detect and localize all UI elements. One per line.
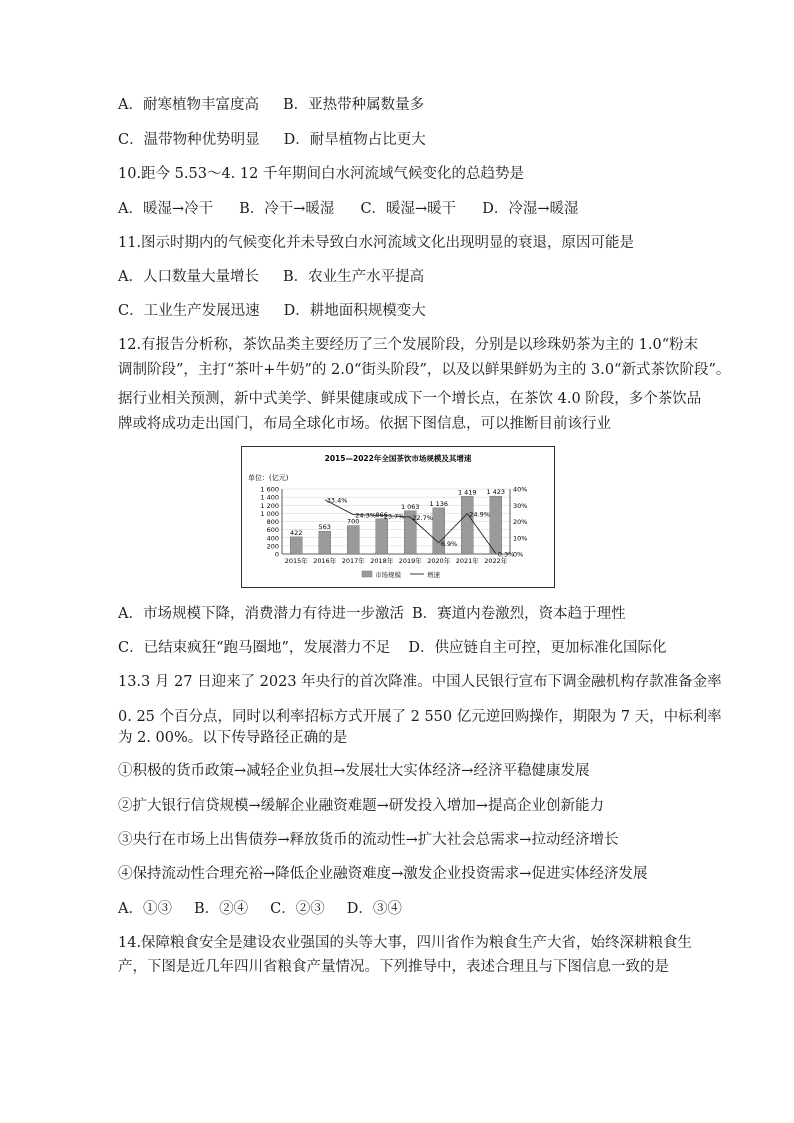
chart-x-tick: 2015年	[284, 557, 308, 565]
chart-bar-label: 1 423	[486, 488, 506, 497]
chart-unit-label: 单位：(亿元)	[248, 474, 289, 482]
chart-y-tick-left: 1 200	[260, 501, 279, 510]
chart-bar-label: 1 136	[429, 499, 449, 508]
q13-item-2: ②扩大银行信贷规模→缓解企业融资难题→研发投入增加→提高企业创新能力	[118, 798, 604, 814]
chart-y-tick-left: 1 600	[260, 485, 279, 494]
chart-legend-line-label: 增速	[427, 571, 440, 579]
chart-y-tick-left: 800	[266, 518, 279, 526]
chart-y-tick-left: 0	[274, 550, 279, 559]
chart-x-tick: 2018年	[370, 557, 394, 565]
chart-y-tick-left: 200	[266, 542, 279, 551]
chart-bar-label: 422	[290, 528, 303, 537]
q11-option-a[interactable]: A．人口数量大量增长	[118, 269, 259, 285]
chart-x-tick: 2017年	[341, 557, 365, 565]
q14-stem-line2: 产，下图是近几年四川省粮食产量情况。下列推导中，表述合理且与下图信息一致的是	[118, 959, 669, 975]
q10-options	[118, 199, 578, 219]
chart-line-label: 24.3%	[355, 511, 376, 520]
chart-line-label: 6.9%	[440, 539, 458, 548]
q11-options-row2	[118, 301, 426, 321]
q12-option-c[interactable]: C．已结束疯狂“跑马圈地”，发展潜力不足	[118, 640, 391, 656]
chart-title: 2015—2022年全国茶饮市场规模及其增速	[324, 454, 472, 463]
q12-stem-line1: 12.有报告分析称，茶饮品类主要经历了三个发展阶段，分别是以珍珠奶茶为主的 1.0“粉末	[118, 337, 699, 353]
q13-stem-line3: 为 2. 00%。以下传导路径正确的是	[118, 730, 348, 746]
q10-option-c[interactable]: C．暖湿→暖干	[360, 201, 457, 217]
chart-y-tick-left: 1 000	[260, 509, 279, 518]
chart-bar-label: 700	[347, 517, 360, 526]
q9-options-row2	[118, 130, 426, 150]
q12-option-b[interactable]: B．赛道内卷激烈，资本趋于理性	[411, 606, 626, 622]
tea-market-chart-svg	[242, 447, 554, 587]
chart-x-tick: 2016年	[313, 557, 337, 565]
chart-bar	[490, 496, 502, 554]
q13-options	[118, 899, 402, 919]
q13-option-a[interactable]: A．①③	[118, 901, 172, 917]
q10-option-a[interactable]: A．暖湿→冷干	[118, 201, 214, 217]
chart-y-tick-left: 600	[266, 526, 279, 535]
q9-option-c[interactable]: C．温带物种优势明显	[118, 132, 260, 148]
q10-stem: 10.距今 5.53～4. 12 千年期间白水河流域气候变化的总趋势是	[118, 166, 524, 182]
chart-y-tick-right: 0%	[513, 550, 524, 559]
q9-options-row1	[118, 95, 424, 115]
chart-bar	[347, 526, 359, 554]
chart-bar-label: 1 063	[400, 502, 420, 511]
chart-line-label: 24.9%	[469, 510, 490, 519]
tea-market-chart	[241, 446, 555, 588]
chart-y-tick-left: 400	[266, 534, 279, 543]
chart-x-tick: 2020年	[427, 557, 451, 565]
q13-item-4: ④保持流动性合理充裕→降低企业融资难度→激发企业投资需求→促进实体经济发展	[118, 866, 648, 882]
q12-stem-line3: 据行业相关预测，新中式美学、鲜果健康或成下一个增长点，在茶饮 4.0 阶段，多个茶饮品	[118, 391, 702, 407]
chart-y-tick-right: 20%	[513, 518, 528, 526]
q10-option-d[interactable]: D．冷湿→暖湿	[482, 201, 579, 217]
q11-options-row1	[118, 267, 424, 287]
chart-line-label: 0.3%	[497, 550, 515, 559]
chart-x-tick: 2019年	[398, 557, 422, 565]
chart-y-tick-right: 10%	[513, 534, 528, 543]
q9-option-d[interactable]: D．耐旱植物占比更大	[283, 132, 426, 148]
chart-x-tick: 2022年	[484, 557, 508, 565]
q13-stem-line1: 13.3 月 27 日迎来了 2023 年央行的首次降准。中国人民银行宣布下调金融机构存款准备金率	[118, 674, 722, 690]
chart-legend-bar-swatch	[362, 571, 372, 577]
chart-line-label: 33.4%	[326, 496, 348, 505]
q13-option-c[interactable]: C．②③	[270, 901, 325, 917]
q12-options-row1	[118, 604, 626, 624]
q12-stem-line2: 调制阶段”，主打“茶叶+牛奶”的 2.0“街头阶段”，以及以鲜果鲜奶为主的 3.0“新式茶饮阶段”。	[118, 362, 731, 378]
q12-stem-line4: 牌或将成功走出国门，布局全球化市场。依据下图信息，可以推断目前该行业	[118, 416, 611, 432]
q12-option-a[interactable]: A．市场规模下降，消费潜力有待进一步激活	[118, 606, 404, 622]
chart-bar-label: 866	[375, 510, 388, 519]
chart-bar	[319, 531, 331, 554]
chart-y-tick-left: 1 400	[260, 493, 279, 502]
q11-option-d[interactable]: D．耕地面积规模变大	[283, 303, 426, 319]
q12-options-row2	[118, 638, 667, 658]
q14-stem-line1: 14.保障粮食安全是建设农业强国的头等大事，四川省作为粮食生产大省，始终深耕粮食生	[118, 935, 693, 951]
q13-item-1: ①积极的货币政策→减轻企业负担→发展壮大实体经济→经济平稳健康发展	[118, 763, 590, 779]
q13-option-b[interactable]: B．②④	[193, 901, 249, 917]
chart-bar-label: 1 419	[457, 488, 477, 497]
q10-option-b[interactable]: B．冷干→暖湿	[239, 201, 335, 217]
chart-line-label: 23.7%	[383, 512, 405, 521]
q13-option-d[interactable]: D．③④	[346, 901, 402, 917]
q13-item-3: ③央行在市场上出售债券→释放货币的流动性→扩大社会总需求→拉动经济增长	[118, 832, 619, 848]
chart-bar-label: 563	[318, 523, 331, 532]
q11-stem: 11.图示时期内的气候变化并未导致白水河流域文化出现明显的衰退，原因可能是	[118, 235, 635, 251]
q12-option-d[interactable]: D．供应链自主可控，更加标准化国际化	[408, 640, 667, 656]
q11-option-b[interactable]: B．农业生产水平提高	[282, 269, 425, 285]
q13-stem-line2: 0. 25 个百分点，同时以利率招标方式开展了 2 550 亿元逆回购操作，期限为 7 天，中标利率	[118, 709, 722, 725]
q9-option-a[interactable]: A．耐寒植物丰富度高	[118, 97, 259, 113]
chart-bar	[290, 537, 302, 554]
chart-bar	[376, 519, 388, 554]
q9-option-b[interactable]: B．亚热带种属数量多	[282, 97, 425, 113]
chart-bar	[461, 496, 473, 554]
chart-y-tick-right: 40%	[513, 485, 528, 494]
chart-x-tick: 2021年	[455, 557, 479, 565]
chart-legend-bar-label: 市场规模	[375, 571, 401, 579]
chart-y-tick-right: 30%	[513, 501, 528, 510]
q11-option-c[interactable]: C．工业生产发展迅速	[118, 303, 260, 319]
chart-line-label: 22.7%	[412, 514, 433, 523]
